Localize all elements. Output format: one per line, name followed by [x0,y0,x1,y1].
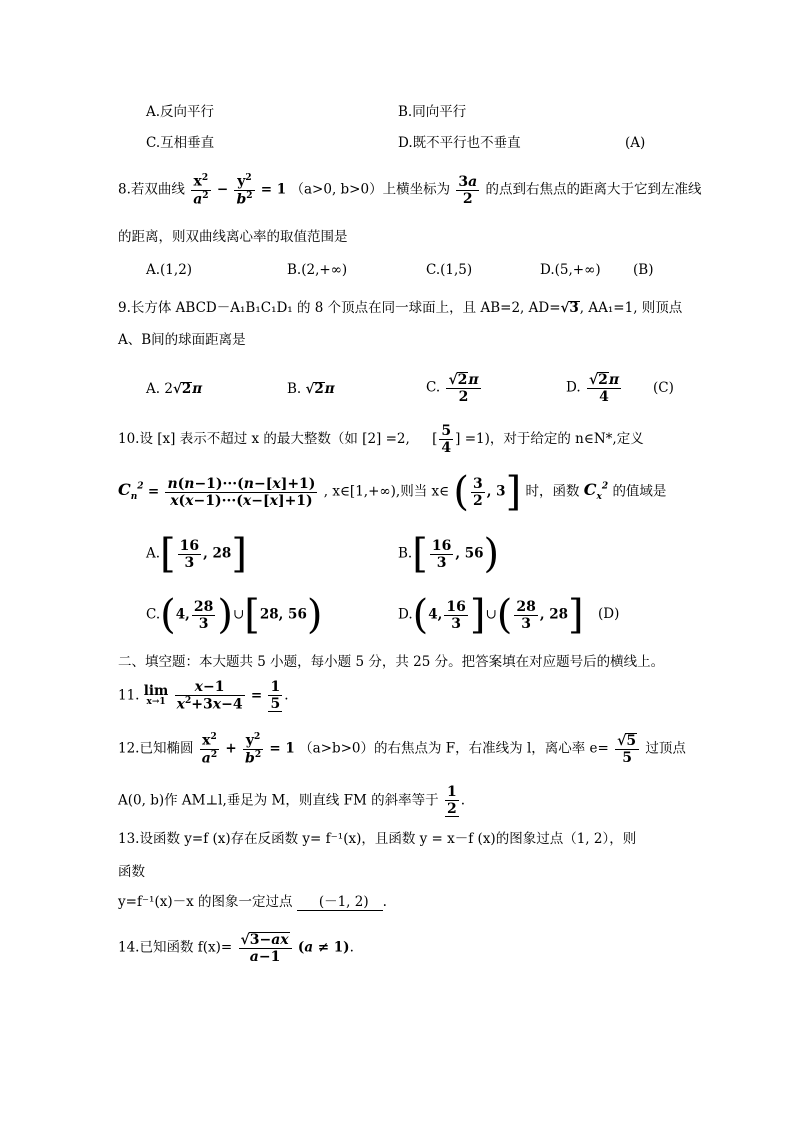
q10-definition: $C_n^2$ = $\frac{n(n-1)\cdot\cdot\cdot(n-[x]+1)}{x(x-1)\cdot\cdot\cdot(x-[x]+1)}$ , x∈[1,+∞),则当 x∈ ( $\frac{3}{2}$ , 3] 时，函数 $C_x^2$ 的值域是 [118,469,667,515]
q10-option-a: A.[ $\frac{16}{3}$ , 28] [146,531,247,577]
q8-option-c: C.(1,5) [426,262,473,278]
q8-line2: 的距离，则双曲线离心率的取值范围是 [118,229,348,245]
limit-fraction: $\frac{x-1}{x^2+3x-4}$ [176,679,243,713]
q9-option-c: C. $\frac{√2\pi}{2}$ [426,372,479,405]
q7-option-c: C.互相垂直 [146,135,215,151]
q13-line2: 函数 [118,864,145,880]
limit-answer: $\frac{1}{5}$ [270,679,281,712]
q13-line3: y=f⁻¹(x)－x 的图象一定过点 (－1, 2) . [118,894,387,910]
abscissa-fraction: $\frac{3a}{2}$ [458,173,478,207]
q10-line1: 10.设 [x] 表示不超过 x 的最大整数（如 [2] =2, [ $\frac{5}{4}$ ] =1)，对于给定的 n∈N*,定义 [118,423,644,456]
hyperbola-x-term: $\frac{x^2}{a^2}$ [193,173,209,208]
hyperbola-y-term: $\frac{y^2}{b^2}$ [236,173,253,208]
q14-line: 14.已知函数 f(x)= $\frac{√3-ax}{a-1}$ (a ≠ 1). [118,932,354,965]
q10-answer: (D) [598,606,620,622]
q8-option-d: D.(5,+∞) [540,262,601,278]
q9-text: 9.长方体 ABCD－A₁B₁C₁D₁ 的 8 个顶点在同一球面上，且 AB=2, AD= [118,300,561,316]
q13-line1: 13.设函数 y=f (x)存在反函数 y= f⁻¹(x)，且函数 y = x－f (x)的图象过点（1, 2），则 [118,831,637,847]
q9-answer: (C) [653,380,674,396]
q7-option-a: A.反向平行 [146,104,215,120]
q8-line1: 8.若双曲线 $\frac{x^2}{a^2}$ − $\frac{y^2}{b^2}$ = 1 （a>0, b>0）上横坐标为 $\frac{3a}{2}$ 的点到右焦点的距离大于它到左准线 [118,173,702,208]
section-heading-fill-blank: 二、填空题：本大题共 5 小题，每小题 5 分，共 25 分。把答案填在对应题号后的横线上。 [118,654,665,670]
q10-option-c: C.(4, $\frac{28}{3}$ )∪[28, 56) [146,592,323,638]
q10-option-d: D.(4, $\frac{16}{3}$ ]∪( $\frac{28}{3}$ , 28] [398,592,584,638]
q14-function-fraction: $\frac{√3-ax}{a-1}$ [239,932,292,964]
q9-line2: A、B间的球面距离是 [118,332,246,348]
q8-suffix: 的点到右焦点的距离大于它到左准线 [485,181,702,198]
q9-line1: 9.长方体 ABCD－A₁B₁C₁D₁ 的 8 个顶点在同一球面上，且 AB=2, AD=√3, AA₁=1, 则顶点 [118,300,683,316]
q8-answer: (B) [633,262,654,278]
floor-example-fraction: $\frac{5}{4}$ [441,423,452,456]
q8-prefix: 8.若双曲线 [118,181,185,198]
q8-option-b: B.(2,+∞) [287,262,348,278]
q7-option-d: D.既不平行也不垂直 [398,135,521,151]
q11-line: 11. lim x→1 $\frac{x-1}{x^2+3x-4}$ = $\frac{1}{5}$ . [118,679,289,713]
q8-option-a: A.(1,2) [146,262,193,278]
q9-option-d: D. $\frac{√2\pi}{4}$ [566,372,620,405]
q13-answer: (－1, 2) [297,896,383,911]
slope-answer: $\frac{1}{2}$ [446,784,457,817]
q8-condition: （a>0, b>0）上横坐标为 [290,181,451,198]
combination-formula: $\frac{n(n-1)\cdot\cdot\cdot(n-[x]+1)}{x(x-1)\cdot\cdot\cdot(x-[x]+1)}$ [167,475,316,509]
q9-option-b: B. √2π [287,381,335,397]
eccentricity-fraction: $\frac{√5}{5}$ [615,733,639,765]
q10-option-b: B.[ $\frac{16}{3}$ , 56) [398,531,500,577]
q12-line1: 12.已知椭圆 $\frac{x^2}{a^2}$ + $\frac{y^2}{b^2}$ = 1 （a>b>0）的右焦点为 F，右准线为 l，离心率 e= $\frac{√5}{5}$ 过顶点 [118,732,686,767]
q7-answer: (A) [625,135,646,151]
q12-line2: A(0, b)作 AM⊥l,垂足为 M，则直线 FM 的斜率等于 $\frac{1}{2}$ . [118,784,465,817]
q9-text-b: , AA₁=1, 则顶点 [579,300,683,316]
q7-option-b: B.同向平行 [398,104,467,120]
q9-option-a: A. 2√2π [146,381,203,397]
